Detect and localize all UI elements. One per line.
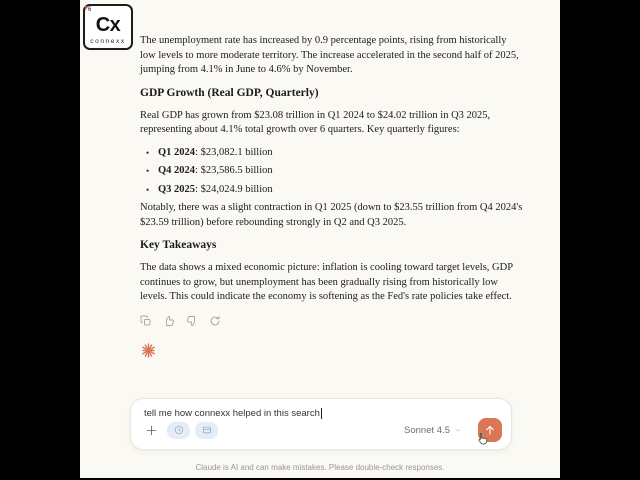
arrow-up-icon [484,424,496,436]
chat-app-window [80,0,560,478]
copy-button[interactable] [140,315,153,328]
disclaimer-text: Claude is AI and can make mistakes. Please double-check responses. [195,463,445,472]
thumbs-up-icon [163,315,175,327]
thumbs-down-icon [186,315,198,327]
folder-icon [202,425,212,435]
history-clock-icon [174,425,184,435]
message-paragraph: Notably, there was a slight contraction in Q1 2025 (down to $23.55 trillion from Q4 2024's $23.59 trillion) before rebounding strongly in Q2 and Q3 2025. [140,202,523,228]
copy-icon [140,315,152,327]
list-item: • Q1 2024: $23,082.1 billion [158,146,524,161]
plus-icon [145,424,158,437]
thumbs-up-button[interactable] [163,315,176,328]
send-button[interactable] [478,418,502,442]
message-actions [140,315,524,328]
message-input-value: tell me how connexx helped in this search [144,408,320,420]
retry-icon [209,315,221,327]
message-paragraph: Real GDP has grown from $23.08 trillion in Q1 2024 to $24.02 trillion in Q3 2025, representing about 4.1% total growth over 6 quarters. Key quarterly figures: [140,109,491,135]
retry-button[interactable] [209,315,222,328]
message-paragraph: The unemployment rate has increased by 0.9 percentage points, rising from historically low levels to more moderate territory. The increase accelerated in the second half of 2025, jumping from 4.1% in June to 4.6% by November. [140,35,519,75]
attach-button[interactable] [142,421,160,439]
connexx-logo[interactable] [83,4,133,50]
quarterly-figures-list [140,146,524,198]
composer-toolbar [142,418,502,442]
list-item: • Q3 2025: $24,024.9 billion [158,183,524,198]
chevron-down-icon [454,426,462,434]
logo-name: connexx [90,38,126,45]
history-button[interactable] [167,422,190,439]
message-paragraph: The data shows a mixed economic picture: inflation is cooling toward target levels, GDP continues to grow, but unemployment has been gradually rising from historically low levels. This could indicate the economy is softening as the Fed's rate policies take effect. [140,262,513,302]
logo-symbol: Cx [95,14,121,36]
files-button[interactable] [195,422,218,439]
message-heading-gdp: GDP Growth (Real GDP, Quarterly) [140,86,319,99]
model-selector[interactable] [398,424,468,437]
claude-star-icon [140,342,157,359]
logo-atomic-number: 6 [88,7,92,13]
thumbs-down-button[interactable] [186,315,199,328]
composer [130,398,512,450]
model-label: Sonnet 4.5 [404,424,450,436]
message-heading-takeaways: Key Takeaways [140,239,217,251]
list-item: • Q4 2024: $23,586.5 billion [158,164,524,179]
assistant-message [140,34,524,359]
